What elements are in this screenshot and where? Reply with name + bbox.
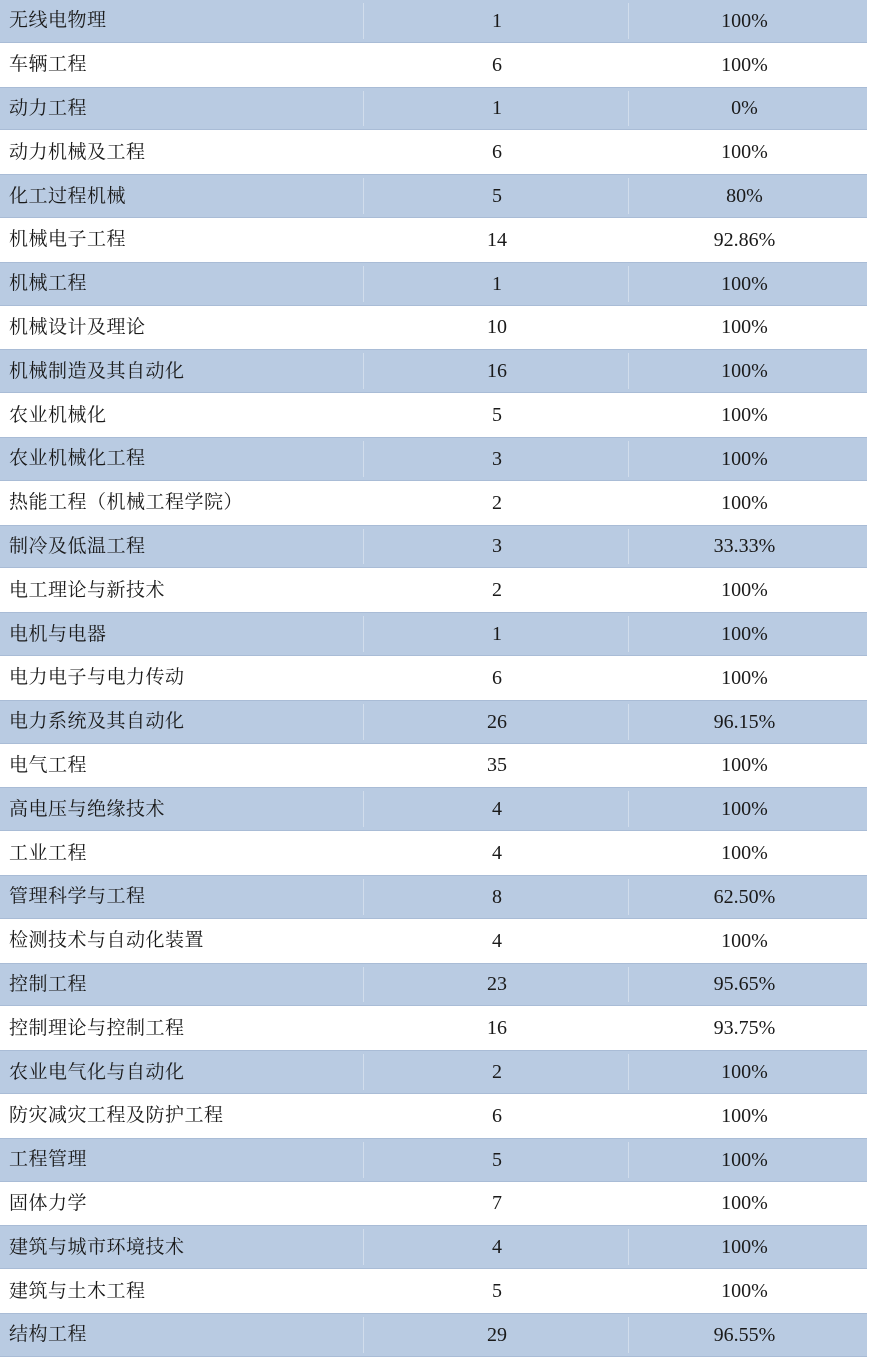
- major-name-cell: 电力电子与电力传动: [9, 666, 185, 689]
- table-row: [0, 656, 867, 700]
- count-cell: 4: [492, 929, 502, 952]
- rate-cell: 100%: [721, 1104, 768, 1127]
- major-name-cell: 固体力学: [9, 1191, 88, 1214]
- count-cell: 7: [492, 1192, 502, 1215]
- rate-cell: 100%: [721, 491, 768, 514]
- rate-cell: 100%: [721, 1061, 768, 1084]
- table-row: [0, 393, 867, 437]
- major-name-cell: 建筑与城市环境技术: [9, 1235, 185, 1258]
- major-name-cell: 农业机械化工程: [9, 447, 146, 470]
- table-row: [0, 1182, 867, 1226]
- count-cell: 6: [492, 1104, 502, 1127]
- count-cell: 1: [492, 623, 502, 646]
- table-row: [0, 306, 867, 350]
- major-name-cell: 控制理论与控制工程: [9, 1016, 185, 1039]
- count-cell: 6: [492, 53, 502, 76]
- count-cell: 1: [492, 9, 502, 32]
- count-cell: 1: [492, 272, 502, 295]
- count-cell: 1: [492, 97, 502, 120]
- table-row: [0, 831, 867, 875]
- rate-cell: 100%: [721, 842, 768, 865]
- major-name-cell: 工程管理: [9, 1148, 88, 1171]
- rate-cell: 100%: [721, 316, 768, 339]
- rate-cell: 95.65%: [713, 973, 776, 996]
- count-cell: 16: [487, 360, 507, 383]
- major-name-cell: 农业机械化: [9, 403, 107, 426]
- major-name-cell: 机械设计及理论: [9, 315, 146, 338]
- rate-cell: 80%: [726, 185, 763, 208]
- major-name-cell: 建筑与土木工程: [9, 1279, 146, 1302]
- count-cell: 35: [487, 754, 507, 777]
- count-cell: 5: [492, 1280, 502, 1302]
- rate-cell: 92.86%: [713, 228, 776, 251]
- major-name-cell: 高电压与绝缘技术: [9, 797, 166, 820]
- major-name-cell: 车辆工程: [9, 53, 88, 76]
- table-row: [0, 525, 867, 569]
- count-cell: 4: [492, 798, 502, 821]
- rate-cell: 100%: [721, 272, 768, 295]
- major-name-cell: 机械制造及其自动化: [9, 359, 185, 382]
- table-row: [0, 875, 867, 919]
- table-row: [0, 437, 867, 481]
- rate-cell: 100%: [721, 1192, 768, 1215]
- count-cell: 5: [492, 404, 502, 427]
- table-row: [0, 262, 867, 306]
- count-cell: 26: [487, 710, 507, 733]
- rate-cell: 100%: [721, 404, 768, 427]
- rate-cell: 96.55%: [713, 1323, 776, 1346]
- count-cell: 29: [487, 1323, 507, 1346]
- rate-cell: 100%: [721, 1148, 768, 1171]
- table-row: [0, 481, 867, 525]
- major-name-cell: 热能工程（机械工程学院）: [9, 491, 244, 514]
- rate-cell: 100%: [721, 53, 768, 76]
- major-name-cell: 电机与电器: [9, 622, 107, 645]
- rate-cell: 100%: [721, 754, 768, 777]
- count-cell: 2: [492, 579, 502, 602]
- count-cell: 3: [492, 535, 502, 558]
- rate-cell: 100%: [721, 579, 768, 602]
- count-cell: 4: [492, 842, 502, 865]
- major-name-cell: 动力机械及工程: [9, 140, 146, 163]
- table-row: [0, 1138, 867, 1182]
- major-name-cell: 机械电子工程: [9, 228, 127, 251]
- count-cell: 6: [492, 666, 502, 689]
- table-row: [0, 612, 867, 656]
- rate-cell: 33.33%: [713, 535, 776, 558]
- rate-cell: 100%: [721, 360, 768, 383]
- major-name-cell: 电力系统及其自动化: [9, 710, 185, 733]
- count-cell: 8: [492, 885, 502, 908]
- count-cell: 2: [492, 1061, 502, 1084]
- rate-cell: 62.50%: [713, 885, 776, 908]
- rate-cell: 100%: [721, 9, 768, 32]
- table-row: [0, 787, 867, 831]
- table-row: [0, 744, 867, 788]
- rate-cell: 100%: [721, 929, 768, 952]
- major-name-cell: 工业工程: [9, 841, 88, 864]
- count-cell: 5: [492, 185, 502, 208]
- table-row: [0, 1225, 867, 1269]
- table-row: [0, 349, 867, 393]
- major-name-cell: 检测技术与自动化装置: [9, 929, 205, 952]
- count-cell: 5: [492, 1148, 502, 1171]
- rate-cell: 100%: [721, 1280, 768, 1302]
- count-cell: 6: [492, 141, 502, 164]
- table-row: [0, 1269, 867, 1313]
- major-name-cell: 无线电物理: [9, 9, 107, 32]
- table-row: [0, 1313, 867, 1357]
- rate-cell: 0%: [731, 97, 758, 120]
- major-name-cell: 农业电气化与自动化: [9, 1060, 185, 1083]
- rate-cell: 96.15%: [713, 710, 776, 733]
- table-row: [0, 43, 867, 87]
- count-cell: 4: [492, 1236, 502, 1259]
- count-cell: 10: [487, 316, 507, 339]
- major-name-cell: 结构工程: [9, 1323, 88, 1346]
- count-cell: 23: [487, 973, 507, 996]
- table-row: [0, 963, 867, 1007]
- count-cell: 2: [492, 491, 502, 514]
- count-cell: 16: [487, 1017, 507, 1040]
- table-row: [0, 919, 867, 963]
- table-row: [0, 568, 867, 612]
- major-name-cell: 防灾减灾工程及防护工程: [9, 1104, 224, 1127]
- major-name-cell: 管理科学与工程: [9, 885, 146, 908]
- table-row: [0, 130, 867, 174]
- rate-cell: 100%: [721, 1236, 768, 1259]
- rate-cell: 100%: [721, 666, 768, 689]
- rate-cell: 100%: [721, 798, 768, 821]
- count-cell: 14: [487, 228, 507, 251]
- table-row: [0, 1094, 867, 1138]
- rate-cell: 100%: [721, 141, 768, 164]
- major-name-cell: 电工理论与新技术: [9, 578, 166, 601]
- major-name-cell: 化工过程机械: [9, 184, 127, 207]
- table-row: [0, 87, 867, 131]
- major-name-cell: 控制工程: [9, 972, 88, 995]
- rate-cell: 93.75%: [713, 1017, 776, 1040]
- table-row: [0, 0, 867, 43]
- major-name-cell: 制冷及低温工程: [9, 534, 146, 557]
- table-row: [0, 700, 867, 744]
- count-cell: 3: [492, 447, 502, 470]
- major-name-cell: 动力工程: [9, 96, 88, 119]
- major-name-cell: 电气工程: [9, 753, 88, 776]
- rate-cell: 100%: [721, 447, 768, 470]
- table-row: [0, 174, 867, 218]
- table-row: [0, 1050, 867, 1094]
- rate-cell: 100%: [721, 623, 768, 646]
- table-row: [0, 218, 867, 262]
- major-name-cell: 机械工程: [9, 272, 88, 295]
- table-row: [0, 1006, 867, 1050]
